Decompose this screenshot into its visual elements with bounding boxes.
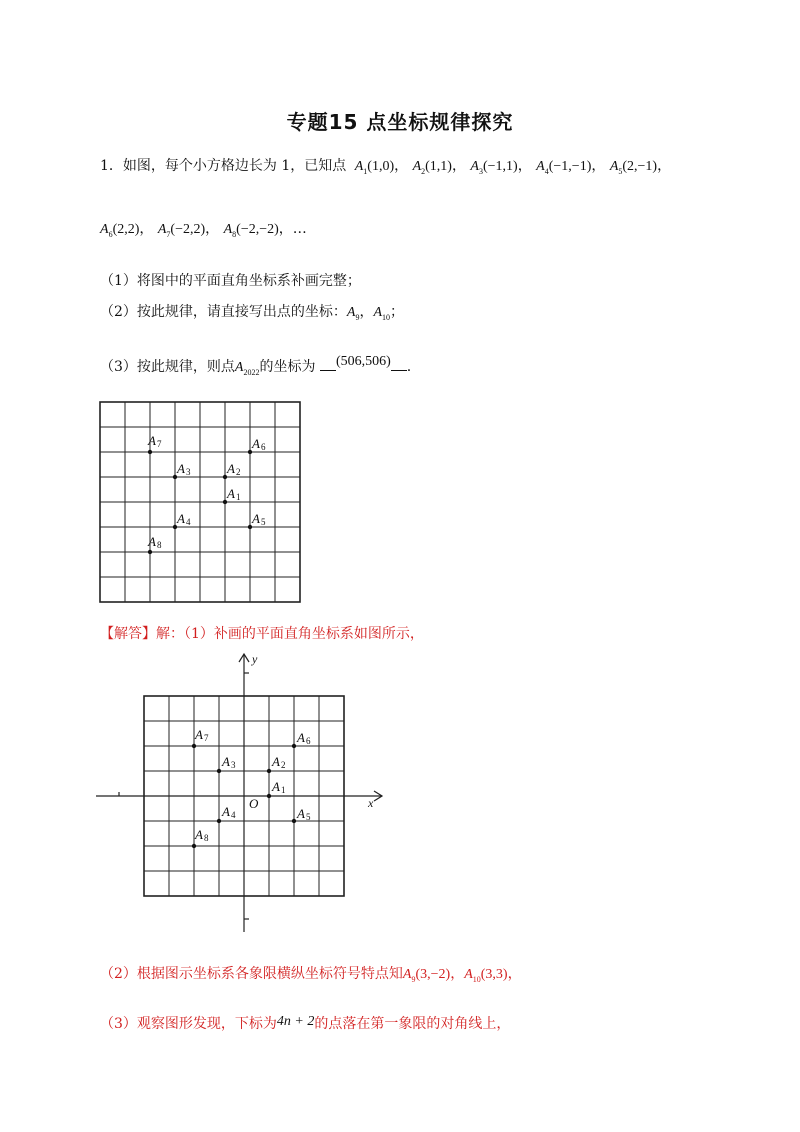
ellipsis: ，… xyxy=(278,221,307,237)
point-a8: $A_8(-2,-2)$ xyxy=(223,222,279,239)
point-a6: $A_6(2,2)$ xyxy=(100,222,140,239)
point-a3: $A_3(-1,1)$ xyxy=(470,159,518,176)
question-2: （2）按此规律，请直接写出点的坐标：$A_9$，$A_{10}$； xyxy=(100,304,405,322)
label-a1: A1 xyxy=(272,779,286,795)
label-a2: A2 xyxy=(227,461,241,477)
question-1: （1）将图中的平面直角坐标系补画完整； xyxy=(100,273,361,289)
point-a6-dot xyxy=(292,744,296,748)
page-title: 专题15 点坐标规律探究 xyxy=(286,110,514,134)
point-a7-dot xyxy=(192,744,196,748)
label-a1: A1 xyxy=(227,486,241,502)
point-a1: $A_1(1,0)$ xyxy=(354,159,395,176)
point-a2022: $A_{2022}$ xyxy=(234,360,260,377)
label-a7: A7 xyxy=(195,727,209,743)
point-a4-dot xyxy=(217,819,221,823)
x-axis-label: x xyxy=(368,796,374,810)
point-a3-dot xyxy=(217,769,221,773)
point-a8-dot xyxy=(192,844,196,848)
problem-intro: 如图，每个小方格边长为 1，已知点 xyxy=(122,158,347,174)
problem-points-line: $A_6(2,2)$， $A_7(-2,2)$， $A_8(-2,-2)$，… xyxy=(100,221,307,239)
q3-answer: (506,506) xyxy=(335,354,391,369)
subscript-expression: 4n + 2 xyxy=(276,1014,315,1029)
y-axis-label: y xyxy=(252,652,258,666)
label-a5: A5 xyxy=(252,511,266,527)
label-a7: A7 xyxy=(148,433,162,449)
solution-intro: 【解答】解：（1）补画的平面直角坐标系如图所示， xyxy=(100,626,424,642)
grid-lines xyxy=(100,402,300,602)
label-a6: A6 xyxy=(252,436,266,452)
point-a4: $A_4(-1,-1)$ xyxy=(536,159,592,176)
point-a9: $A_9$ xyxy=(346,305,360,322)
solution-2: （2）根据图示坐标系各象限横纵坐标符号特点知$A_9(3,-2)$，$A_{10}(3,3)$， xyxy=(100,966,522,984)
label-a4: A4 xyxy=(222,804,236,820)
problem-number: 1． xyxy=(100,158,123,174)
label-a4: A4 xyxy=(177,511,191,527)
answer-a9: $A_9(3,-2)$ xyxy=(402,967,451,984)
point-a7-dot xyxy=(148,450,152,454)
point-a10: $A_{10}$ xyxy=(373,305,391,322)
solution-3: （3）观察图形发现，下标为4n + 2的点落在第一象限的对角线上， xyxy=(100,1014,511,1032)
label-a3: A3 xyxy=(177,461,191,477)
answer-blank-right xyxy=(391,358,407,371)
label-a3: A3 xyxy=(222,754,236,770)
point-a1-dot xyxy=(267,794,271,798)
point-a5: $A_5(2,-1)$ xyxy=(609,159,658,176)
solution-tag: 【解答】 xyxy=(100,626,156,642)
label-a5: A5 xyxy=(297,806,311,822)
label-a8: A8 xyxy=(195,827,209,843)
x-axis xyxy=(96,791,382,801)
point-a2-dot xyxy=(267,769,271,773)
problem-intro-line: 1．如图，每个小方格边长为 1，已知点 $A_1(1,0)$， $A_2(1,1)$， $A_3(-1,1)$， $A_4(-1,-1)$， $A_5(2,-1)$， xyxy=(100,158,672,176)
question-3: （3）按此规律，则点$A_{2022}$的坐标为 (506,506) . xyxy=(100,354,412,377)
point-a8-dot xyxy=(148,550,152,554)
answer-blank-left xyxy=(320,358,336,371)
label-a6: A6 xyxy=(297,730,311,746)
point-a7: $A_7(-2,2)$ xyxy=(157,222,206,239)
grid-figure xyxy=(96,398,306,608)
point-a2: $A_2(1,1)$ xyxy=(412,159,452,176)
label-a2: A2 xyxy=(272,754,286,770)
point-a5-dot xyxy=(292,819,296,823)
answer-a10: $A_{10}(3,3)$ xyxy=(464,967,508,984)
coordinate-figure xyxy=(92,646,392,936)
origin-label: O xyxy=(249,796,259,811)
label-a8: A8 xyxy=(148,534,162,550)
